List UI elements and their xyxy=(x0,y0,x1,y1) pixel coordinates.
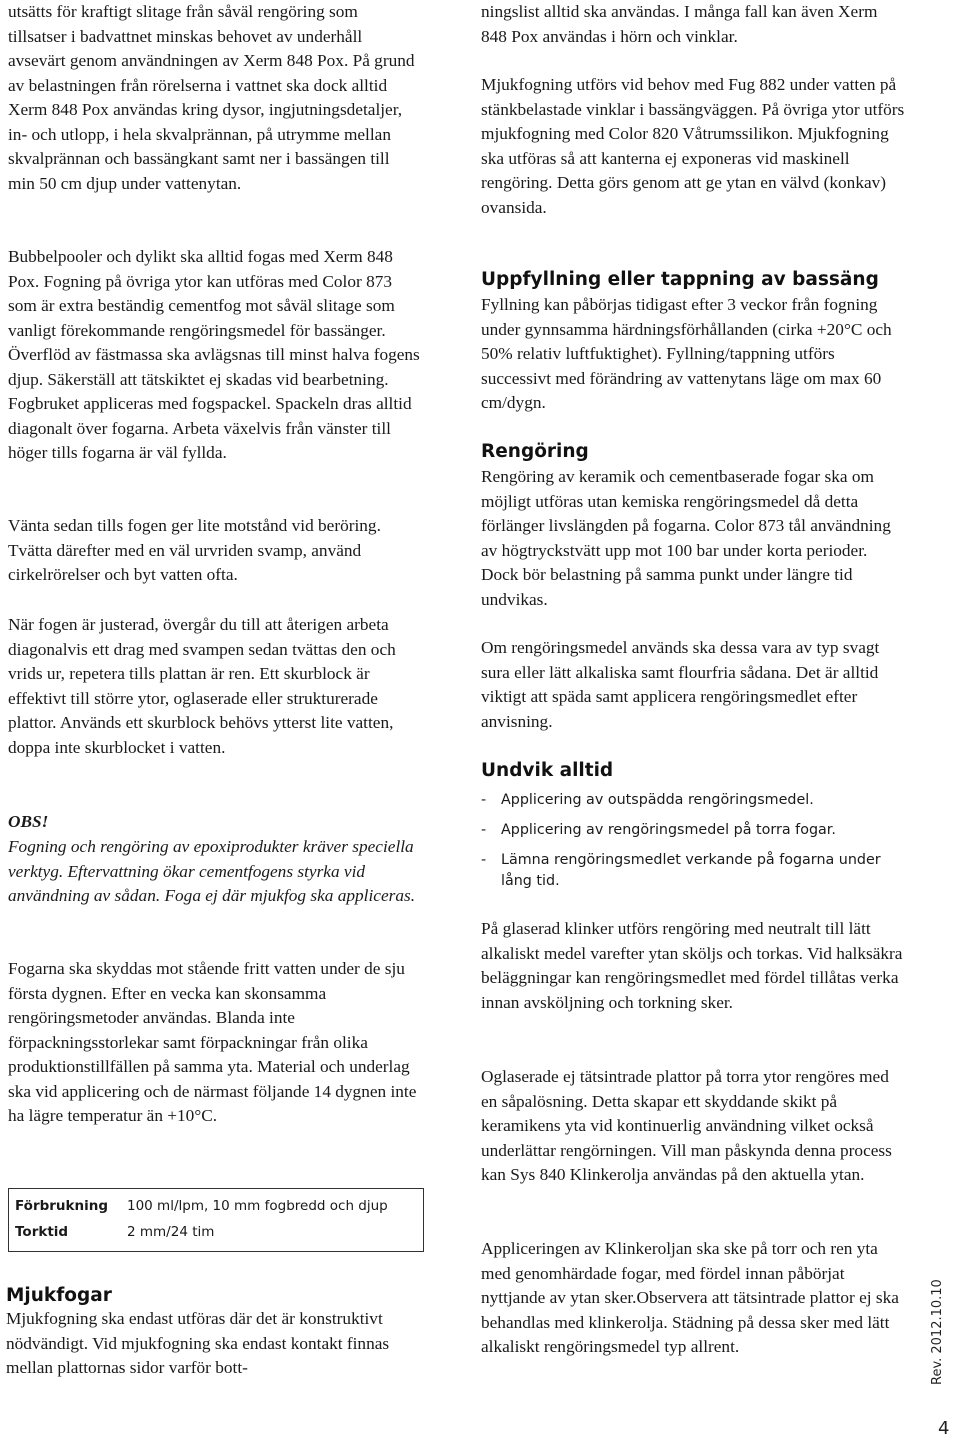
left-paragraph-5: Fogarna ska skyddas mot stående fritt vatten under de sju första dygnen. Efter en vecka kan skonsamma rengöringsmetoder användas. Blanda inte förpackningsstorlekar samt förpackningar från olika produktionstillfällen på samma yta. Material och underlag ska vid applicering och de närmast följande 14 dygnen inte ha lägre temperatur än +10°C. xyxy=(8,959,417,1125)
avoid-list xyxy=(481,790,906,901)
left-paragraph-3: Vänta sedan tills fogen ger lite motstånd vid beröring. Tvätta därefter med en väl urvriden svamp, använd cirkelrörelser och byt vatten ofta. xyxy=(8,516,381,584)
dry-time-value: 2 mm/24 tim xyxy=(127,1224,215,1240)
consumption-label: Förbrukning xyxy=(15,1198,109,1214)
right-paragraph-5: Appliceringen av Klinkeroljan ska ske på torr och ren yta med genomhärdade fogar, med fördel innan påbörjat nyttjande av ytan sker.Observera att tätsintrade plattor ej ska behandlas med klinkerolja. Städning på dessa sker med lätt alkaliskt rengöringsmedel typ allrent. xyxy=(481,1239,899,1356)
mjukfogar-heading: Mjukfogar xyxy=(6,1285,112,1306)
avoid-list-item: - Applicering av outspädda rengöringsmedel. xyxy=(481,792,814,808)
avoid-list-item: - Applicering av rengöringsmedel på torra fogar. xyxy=(481,822,836,838)
mjukfogar-text: Mjukfogning ska endast utföras där det är konstruktivt nödvändigt. Vid mjukfogning ska endast kontakt finnas mellan plattornas sidor varför bott- xyxy=(6,1309,390,1377)
right-paragraph-2: Mjukfogning utförs vid behov med Fug 882 under vatten på stänkbelastade vinklar i bassängväggen. På övriga ytor utförs mjukfogning med Color 820 Våtrumssilikon. Mjukfogning ska utföras så att kanterna ej exponeras vid maskinell rengöring. Detta görs genom att ge ytan en välvd (konkav) ovansida. xyxy=(481,75,905,217)
dry-time-label: Torktid xyxy=(15,1224,69,1240)
cleaning-text-1: Rengöring av keramik och cementbaserade fogar ska om möjligt utföras utan kemiska rengöringsmedel då detta förlänger livslängden på fogarna. Color 873 tål användning av högtryckstvätt upp mot 100 bar under korta perioder. Dock bör belastning på samma punkt under längre tid undvikas. xyxy=(481,467,891,609)
left-paragraph-1: utsätts för kraftigt slitage från såväl rengöring som tillsatser i badvattnet minskas behovet av underhåll avsevärt genom användningen av Xerm 848 Pox. På grund av belastningen från rörelserna i vattnet ska dock alltid Xerm 848 Pox användas kring dysor, ingjutningsdetaljer, in- och utlopp, i hela skvalprännan, på utrymme mellan skvalprännan och bassängkant samt ner i bassängen till min 50 cm djup under vattenytan. xyxy=(8,2,415,193)
fill-heading: Uppfyllning eller tappning av bassäng xyxy=(481,269,879,290)
revision-date: Rev. 2012.10.10 xyxy=(930,1279,945,1385)
right-paragraph-1: ningslist alltid ska användas. I många fall kan även Xerm 848 Pox användas i hörn och vinklar. xyxy=(481,2,878,46)
left-paragraph-2: Bubbelpooler och dylikt ska alltid fogas med Xerm 848 Pox. Fogning på övriga ytor kan utföras med Color 873 som är extra beständig cementfog mot såväl slitage som vanligt förekommande rengöringsmedel för bassänger. Överflöd av fästmassa ska avlägsnas till minst halva fogens djup. Säkerställ att tätskiktet ej skadas vid bearbetning. Fogbruket appliceras med fogspackel. Spackeln dras alltid diagonalt över fogarna. Arbeta växelvis från vänster till höger tills fogarna är väl fyllda. xyxy=(8,247,420,462)
avoid-heading: Undvik alltid xyxy=(481,760,614,781)
left-paragraph-4: När fogen är justerad, övergår du till att återigen arbeta diagonalvis ett drag med svampen sedan tvättas den och vrids ur, repetera tills plattan är ren. Ett skurblock är effektivt till större ytor, oglaserade eller strukturerade plattor. Används ett skurblock behövs ytterst lite vatten, doppa inte skurblocket i vatten. xyxy=(8,615,396,757)
avoid-list-item: - Lämna rengöringsmedlet verkande på fogarna under lång tid. xyxy=(481,852,881,889)
page-number: 4 xyxy=(938,1418,950,1439)
obs-heading: OBS! xyxy=(8,812,49,831)
right-paragraph-4: Oglaserade ej tätsintrade plattor på torra ytor rengöres med en såpalösning. Detta skapar ett skyddande skikt på keramikens yta vid kontinuerlig användning vilket också underlättar rengörningen. Vill man påskynda denna process kan Sys 840 Klinkerolja användas på den aktuella ytan. xyxy=(481,1067,892,1184)
consumption-value: 100 ml/lpm, 10 mm fogbredd och djup xyxy=(127,1198,388,1214)
cleaning-heading: Rengöring xyxy=(481,441,589,462)
fill-text: Fyllning kan påbörjas tidigast efter 3 veckor från fogning under gynnsamma härdningsförhållanden (cirka +20°C och 50% relativ luftfuktighet). Fyllning/tappning utförs successivt med förändring av vattenytans läge om max 60 cm/dygn. xyxy=(481,295,892,412)
consumption-info-box xyxy=(8,1188,424,1252)
cleaning-text-2: Om rengöringsmedel används ska dessa vara av typ svagt sura eller lätt alkaliska samt flourfria sådana. Det är alltid viktigt att späda samt applicera rengöringsmedlet efter anvisning. xyxy=(481,638,880,731)
obs-note: Fogning och rengöring av epoxiprodukter kräver speciella verktyg. Eftervattning ökar cementfogens styrka vid användning av sådan. Foga ej där mjukfog ska appliceras. xyxy=(8,837,416,905)
right-paragraph-3: På glaserad klinker utförs rengöring med neutralt till lätt alkaliskt medel varefter ytan sköljs och torkas. Vid halksäkra beläggningar kan rengöringsmedlet med fördel tillåtas verka innan avsköljning och torkning sker. xyxy=(481,919,903,1012)
